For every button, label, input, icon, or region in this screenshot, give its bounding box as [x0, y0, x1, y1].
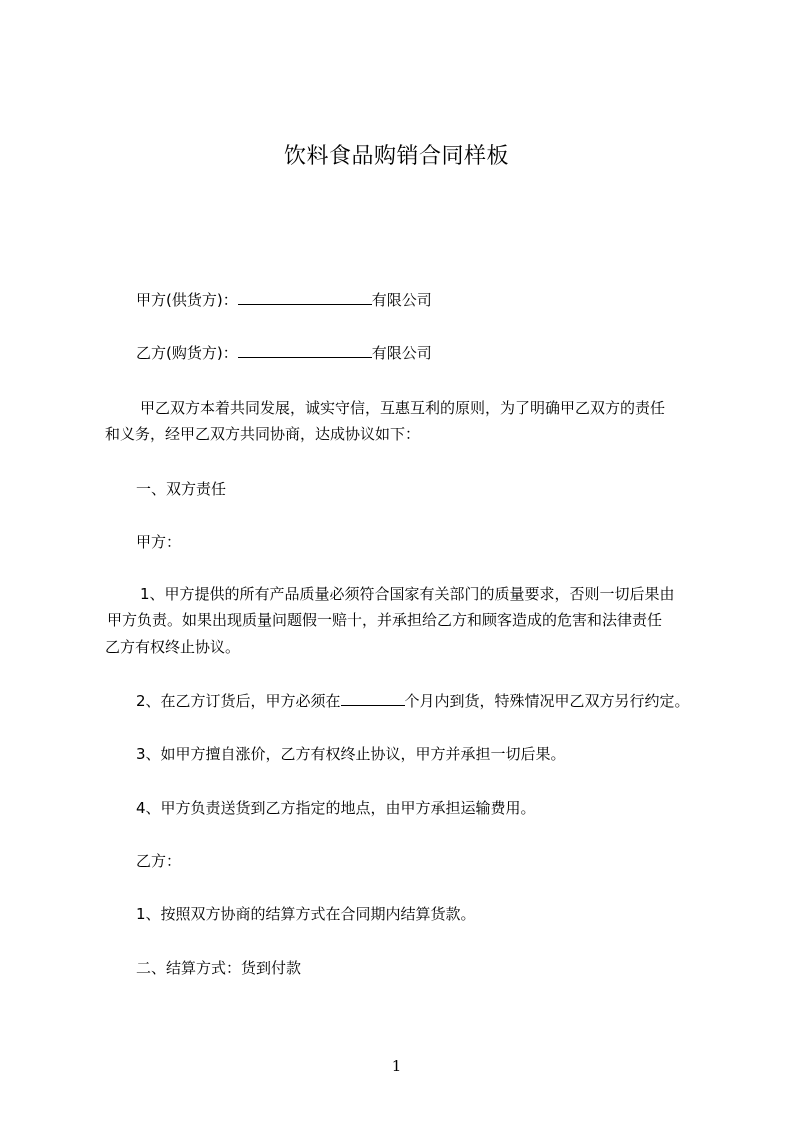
party-b-item-1: 1、按照双方协商的结算方式在合同期内结算货款。 — [136, 905, 476, 923]
party-a-item-1-line-1: 1、甲方提供的所有产品质量必须符合国家有关部门的质量要求，否则一切后果由 — [140, 585, 675, 603]
party-b-name-blank — [238, 343, 372, 358]
document-title: 饮料食品购销合同样板 — [283, 144, 509, 169]
party-a-line — [136, 290, 432, 310]
section-1-heading: 一、双方责任 — [136, 480, 227, 498]
section-2-heading: 二、结算方式：货到付款 — [136, 959, 302, 977]
party-b-label: 乙方(购货方)： — [136, 344, 238, 362]
page-number: 1 — [391, 1057, 402, 1075]
party-a-item-2-before: 2、在乙方订货后，甲方必须在 — [136, 692, 341, 710]
party-b-suffix: 有限公司 — [371, 344, 432, 362]
party-a-item-2-after: 个月内到货，特殊情况甲乙双方另行约定。 — [404, 692, 690, 710]
intro-line-2: 和义务，经甲乙双方共同协商，达成协议如下： — [105, 425, 421, 443]
delivery-months-blank — [341, 691, 405, 706]
party-a-item-4: 4、甲方负责送货到乙方指定的地点，由甲方承担运输费用。 — [136, 799, 536, 817]
party-a-item-1-line-3: 乙方有权终止协议。 — [105, 638, 241, 656]
intro-line-1: 甲乙双方本着共同发展，诚实守信，互惠互利的原则，为了明确甲乙双方的责任 — [140, 399, 666, 417]
party-a-suffix: 有限公司 — [371, 291, 432, 309]
party-a-item-2 — [136, 691, 690, 711]
party-b-line — [136, 343, 432, 363]
party-a-item-3: 3、如甲方擅自涨价，乙方有权终止协议，甲方并承担一切后果。 — [136, 745, 566, 763]
party-b-section-label: 乙方： — [136, 852, 182, 870]
party-a-name-blank — [238, 290, 372, 305]
party-a-section-label: 甲方： — [136, 533, 182, 551]
party-a-label: 甲方(供货方)： — [136, 291, 238, 309]
party-a-item-1-line-2: 甲方负责。如果出现质量问题假一赔十，并承担给乙方和顾客造成的危害和法律责任 — [107, 611, 663, 629]
